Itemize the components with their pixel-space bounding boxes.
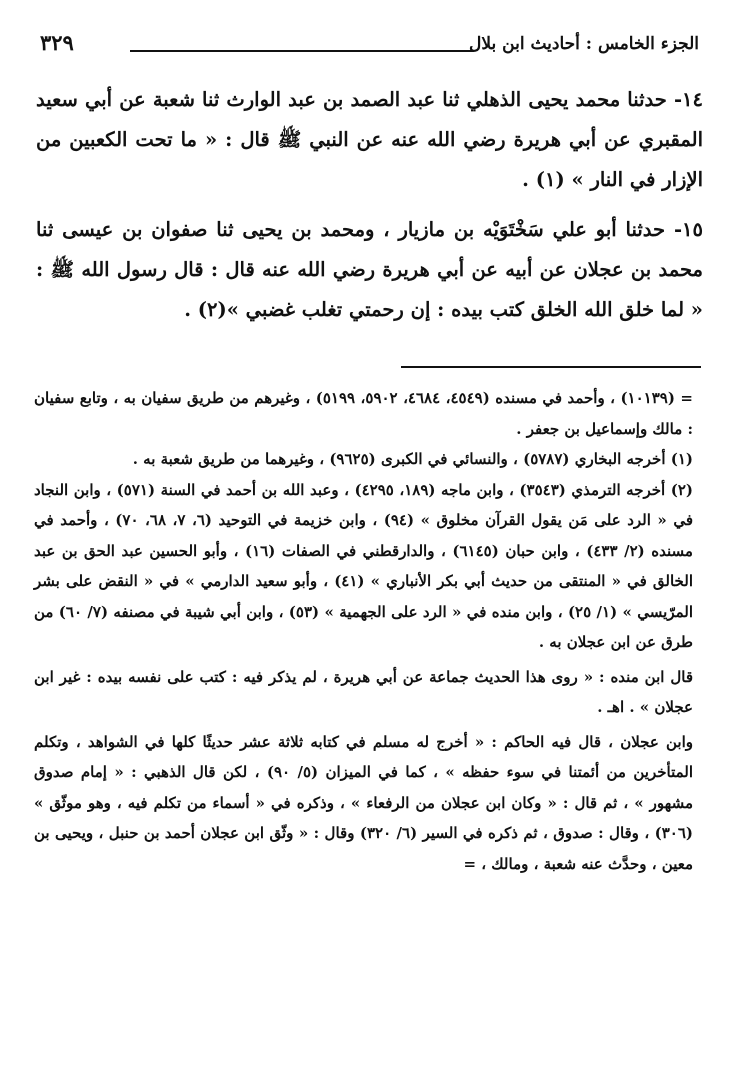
footnote-ibn-mandah: قال ابن منده : « روى هذا الحديث جماعة عن أبي هريرة ، لم يذكر فيه : كتب على نفسه بيده : غير ابن عجلان » . اهـ . bbox=[34, 667, 693, 716]
footnotes bbox=[34, 383, 693, 879]
footnote-ibn-ajlan: وابن عجلان ، قال فيه الحاكم : « أخرج له مسلم في كتابه ثلاثة عشر حديثًا كلها في الشواهد ، وتكلم المتأخرين من أئمتنا في سوء حفظه » ، كما في الميزان (٥/ ٩٠) ، لكن قال الذهبي : « إمام صدوق مشهور » ، ثم قال : « وكان ابن عجلان من الرفعاء » ، وذكره في « أسماء من تكلم فيه ، وهو موثّق » (٣٠٦) ، وقال : صدوق ، ثم ذكره في السير (٦/ ٣٢٠) وقال : « وثّق ابن عجلان أحمد بن حنبل ، ويحيى بن معين ، وحدَّث عنه شعبة ، ومالك ، = bbox=[34, 732, 694, 873]
page-number: ٣٢٩ bbox=[40, 30, 74, 55]
hadith-14 bbox=[36, 80, 703, 200]
footnote-2: (٢) أخرجه الترمذي (٣٥٤٣) ، وابن ماجه (١٨٩، ٤٢٩٥) ، وعبد الله بن أحمد في السنة (٥٧١) ، وابن النجاد في « الرد على مَن يقول القرآن مخلوق » (٩٤) ، وابن خزيمة في التوحيد (٦، ٧، ٦٨، ٧٠) ، وأحمد في مسنده (٢/ ٤٣٣) ، وابن حبان (٦١٤٥) ، والدارقطني في الصفات (١٦) ، وأبو الحسين عبد الحق بن عبد الخالق في « المنتقى من حديث أبي بكر الأنباري » (٤١) ، وأبو سعيد الدارمي » في « النقض على بشر المرّيسي » (١/ ٢٥) ، وابن منده في « الرد على الجهمية » (٥٣) ، وابن أبي شيبة في مصنفه (٧/ ٦٠) من طرق عن ابن عجلان به . bbox=[34, 480, 694, 651]
footnote-1: (١) أخرجه البخاري (٥٧٨٧) ، والنسائي في الكبرى (٩٦٢٥) ، وغيرهما من طريق شعبة به . bbox=[132, 450, 693, 468]
footnote-separator bbox=[401, 366, 701, 368]
hadith-text: حدثنا محمد يحيى الذهلي ثنا عبد الصمد بن عبد الوارث ثنا شعبة عن أبي سعيد المقبري عن أبي هريرة رضي الله عنه عن النبي ﷺ قال : « ما تحت الكعبين من الإزار في النار » (١) . bbox=[36, 88, 703, 191]
hadith-number: ١٤- bbox=[673, 88, 703, 111]
running-title: الجزء الخامس : أحاديث ابن بلال bbox=[469, 34, 699, 54]
hadith-text: حدثنا أبو علي سَخْتَوَيْه بن مازيار ، ومحمد بن يحيى ثنا صفوان بن عيسى ثنا محمد بن عجلان عن أبيه عن أبي هريرة رضي الله عنه قال : قال رسول الله ﷺ : « لما خلق الله الخلق كتب بيده : إن رحمتي تغلب غضبي »(٢) . bbox=[36, 218, 703, 321]
hadith-15 bbox=[36, 210, 703, 330]
header-rule bbox=[130, 50, 474, 52]
main-text bbox=[36, 80, 703, 340]
page-header bbox=[40, 28, 699, 62]
hadith-number: ١٥- bbox=[673, 218, 703, 241]
footnote-continuation: = (١٠١٣٩) ، وأحمد في مسنده (٤٥٤٩، ٤٦٨٤، ٥٩٠٢، ٥١٩٩) ، وغيرهم من طريق سفيان به ، وتابع سفيان : مالك وإسماعيل بن جعفر . bbox=[34, 389, 693, 438]
